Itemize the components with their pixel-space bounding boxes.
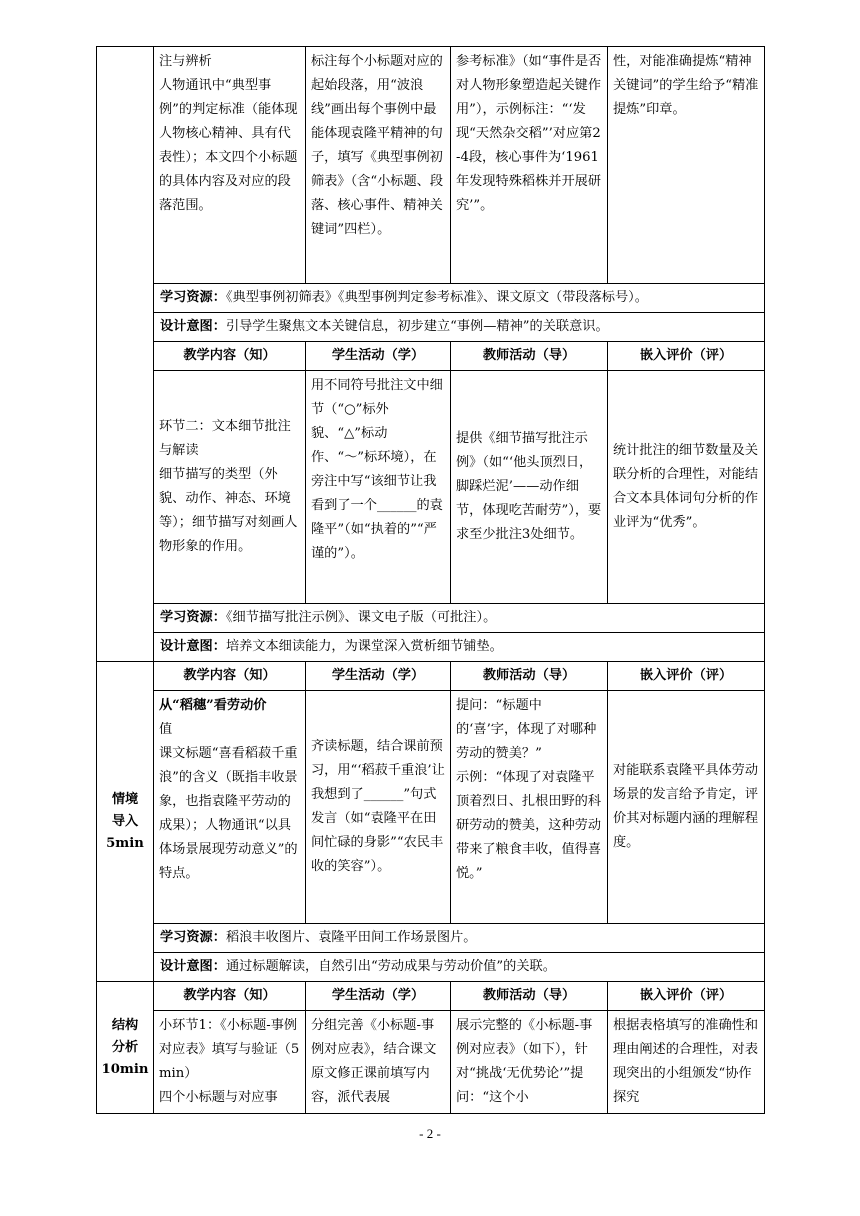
intent-text: 培养文本细读能力，为课堂深入赏析细节铺垫。 <box>225 639 503 654</box>
fill-blank: ______ <box>376 498 417 513</box>
content-text: 细节描写的类型（外貌、动作、神态、环境等）；细节描写对刻画人物形象的作用。 <box>159 467 298 554</box>
evaluation-text: 对能联系袁隆平具体劳动场景的发言给予肯定，评价其对标题内涵的理解程度。 <box>613 763 759 850</box>
resource-cell <box>154 924 765 953</box>
header-evaluation: 嵌入评价（评） <box>608 662 765 691</box>
teacher-activity-text: 展示完整的《小标题-事例对应表》（如下），针对“挑战‘无优势论’”提问：“这个小 <box>456 1018 593 1105</box>
header-evaluation: 嵌入评价（评） <box>608 982 765 1011</box>
teacher-activity-text: 提供《细节描写批注示例》（如“‘他头顶烈日，脚踩烂泥’——动作细节，体现吃苦耐劳”），要求至少批注3处细节。 <box>456 431 602 542</box>
intent-text: 引导学生聚焦文本关键信息，初步建立“事例—精神”的关联意识。 <box>225 319 609 334</box>
intent-row <box>97 313 765 342</box>
content-cell <box>154 47 306 284</box>
student-activity-cell <box>306 691 451 924</box>
table-row <box>97 47 765 284</box>
header-row <box>97 982 765 1011</box>
page-number: - 2 - <box>419 1126 441 1141</box>
phase-label: 情境 <box>111 791 139 807</box>
student-activity-text: 标注每个小标题对应的起始段落，用“波浪线”画出每个事例中最能体现袁隆平精神的句子，填写《典型事例初筛表》（含“小标题、段落、核心事件、精神关键词”四栏）。 <box>311 54 444 237</box>
header-student: 学生活动（学） <box>306 662 451 691</box>
student-activity-text: 用不同符号批注文中细节（“○”标外貌、“△”标动作、“～”标环境），在旁注中写“该细节让我看到了一个 <box>311 378 443 513</box>
content-text: 课文标题“喜看稻菽千重浪”的含义（既指丰收景象，也指袁隆平劳动的成果）；人物通讯“以具体场景展现劳动意义”的特点。 <box>159 746 298 881</box>
phase-label: 导入 <box>111 813 139 829</box>
content-title: 从“稻穗”看劳动价 <box>159 698 267 713</box>
student-activity-text: 的袁隆平”（如“执着的”“严谨的”）。 <box>311 498 443 561</box>
content-cell <box>154 371 306 604</box>
resource-cell <box>154 284 765 313</box>
resource-text: 稻浪丰收图片、袁隆平田间工作场景图片。 <box>225 930 477 945</box>
intent-cell <box>154 313 765 342</box>
intent-cell <box>154 633 765 662</box>
evaluation-text: 性，对能准确提炼“精神关键词”的学生给予“精准提炼”印章。 <box>613 54 759 117</box>
phase-duration: 10min <box>101 1061 149 1077</box>
intent-label: 设计意图： <box>160 319 226 334</box>
header-content: 教学内容（知） <box>154 982 306 1011</box>
resource-row <box>97 284 765 313</box>
phase-label: 分析 <box>111 1039 139 1055</box>
evaluation-cell <box>608 691 765 924</box>
table-row <box>97 691 765 924</box>
student-activity-text: 齐读标题，结合课前预习，用“‘稻菽千重浪’让我想到了 <box>311 739 445 802</box>
header-student: 学生活动（学） <box>306 342 451 371</box>
content-text: 值 <box>159 722 173 737</box>
content-cell <box>154 1011 306 1114</box>
teacher-example: 示例：“体现了对袁隆平顶着烈日、扎根田野的科研劳动的赞美，这种劳动带来了粮食丰收，值得喜悦。” <box>456 770 602 881</box>
header-content: 教学内容（知） <box>154 662 306 691</box>
header-row <box>97 662 765 691</box>
resource-cell <box>154 604 765 633</box>
teacher-activity-cell <box>451 1011 608 1114</box>
header-teacher: 教师活动（导） <box>451 662 608 691</box>
intent-text: 通过标题解读，自然引出“劳动成果与劳动价值”的关联。 <box>225 959 556 974</box>
resource-label: 学习资源： <box>160 610 226 625</box>
student-activity-text: 分组完善《小标题-事例对应表》，结合课文原文修正课前填写内容，派代表展 <box>311 1018 437 1105</box>
evaluation-text: 根据表格填写的准确性和理由阐述的合理性，对表现突出的小组颁发“协作探究 <box>613 1018 759 1105</box>
intent-cell <box>154 953 765 982</box>
teacher-activity-cell <box>451 371 608 604</box>
content-text: 人物通讯中“典型事例”的判定标准（能体现人物核心精神、具有代表性）；本文四个小标题的具体内容及对应的段落范围。 <box>159 78 298 213</box>
table-row <box>97 371 765 604</box>
evaluation-cell <box>608 47 765 284</box>
header-row <box>97 342 765 371</box>
content-text: 小环节1：《小标题-事例对应表》填写与验证（5min） <box>159 1018 300 1081</box>
phase-cell <box>97 982 154 1114</box>
resource-text: 《典型事例初筛表》《典型事例判定参考标准》、课文原文（带段落标号）。 <box>225 290 648 305</box>
content-cell <box>154 691 306 924</box>
student-activity-cell <box>306 47 451 284</box>
teacher-question: 提问：“标题中的‘喜’字，体现了对哪种劳动的赞美？” <box>456 698 597 761</box>
evaluation-cell <box>608 371 765 604</box>
header-evaluation: 嵌入评价（评） <box>608 342 765 371</box>
teacher-activity-cell <box>451 691 608 924</box>
table-row <box>97 1011 765 1114</box>
evaluation-cell <box>608 1011 765 1114</box>
header-teacher: 教师活动（导） <box>451 982 608 1011</box>
student-activity-cell <box>306 371 451 604</box>
student-activity-cell <box>306 1011 451 1114</box>
resource-row <box>97 604 765 633</box>
fill-blank: ______ <box>363 787 404 802</box>
phase-label: 结构 <box>111 1017 139 1033</box>
teacher-activity-text: 参考标准》（如“事件是否对人物形象塑造起关键作用”），示例标注：“‘发现“天然杂交稻”’对应第2-4段，核心事件为‘1961年发现特殊稻株并开展研究’”。 <box>456 54 602 213</box>
student-activity-text: ”句式发言（如“袁隆平在田间忙碌的身影”“农民丰收的笑容”）。 <box>311 787 444 874</box>
evaluation-text: 统计批注的细节数量及关联分析的合理性，对能结合文本具体词句分析的作业评为“优秀”。 <box>613 443 759 530</box>
content-text: 环节二：文本细节批注与解读 <box>159 419 291 458</box>
header-teacher: 教师活动（导） <box>451 342 608 371</box>
lesson-plan-table <box>96 46 765 1114</box>
content-text: 注与辨析 <box>159 54 212 69</box>
resource-label: 学习资源： <box>160 290 226 305</box>
resource-label: 学习资源： <box>160 930 226 945</box>
header-content: 教学内容（知） <box>154 342 306 371</box>
content-text: 四个小标题与对应事 <box>159 1090 278 1105</box>
phase-cell-continued <box>97 47 154 662</box>
intent-row <box>97 953 765 982</box>
resource-text: 《细节描写批注示例》、课文电子版（可批注）。 <box>225 610 497 625</box>
resource-row <box>97 924 765 953</box>
intent-row <box>97 633 765 662</box>
phase-cell <box>97 662 154 982</box>
phase-duration: 5min <box>106 835 144 851</box>
teacher-activity-cell <box>451 47 608 284</box>
intent-label: 设计意图： <box>160 959 226 974</box>
intent-label: 设计意图： <box>160 639 226 654</box>
header-student: 学生活动（学） <box>306 982 451 1011</box>
